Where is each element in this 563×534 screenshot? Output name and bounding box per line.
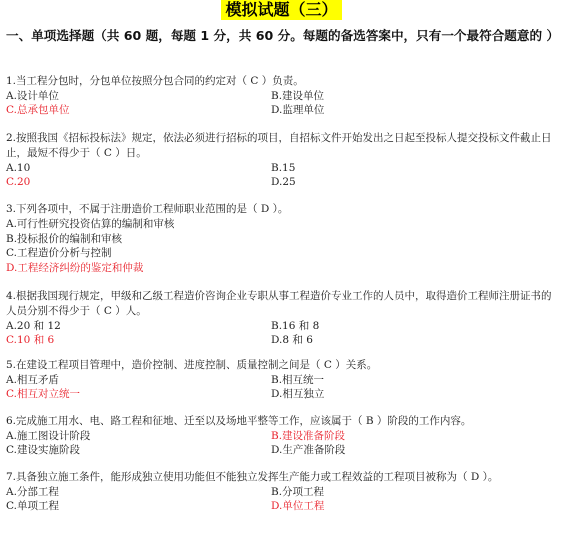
- question-stem: 7.具备独立施工条件，能形成独立使用功能但不能独立发挥生产能力或工程效益的工程项目被称为（ D ）。: [6, 471, 499, 483]
- question-3: [6, 202, 558, 275]
- question-6: [6, 414, 558, 457]
- option-c: C.单项工程: [6, 500, 59, 512]
- option-d: D.25: [271, 176, 296, 188]
- option-a: A.施工图设计阶段: [6, 430, 91, 442]
- option-b: B.分项工程: [271, 486, 325, 498]
- question-stem: 6.完成施工用水、电、路工程和征地、迁至以及场地平整等工作，应该属于（ B ）阶段的工作内容。: [6, 415, 472, 427]
- option-c: C.工程造价分析与控制: [6, 247, 112, 259]
- page-title: 模拟试题（三）: [221, 0, 341, 20]
- title-wrap: [0, 0, 563, 20]
- section-heading: 一、单项选择题（共 60 题，每题 1 分，共 60 分。每题的备选答案中，只有一个最符合题意的 ）: [6, 28, 560, 43]
- question-stem: 5.在建设工程项目管理中，造价控制、进度控制、质量控制之间是（ C ）关系。: [6, 359, 378, 371]
- option-a: A.分部工程: [6, 486, 59, 498]
- question-stem: 2.按照我国《招标投标法》规定，依法必须进行招标的项目，自招标文件开始发出之日起至投标人提交投标文件截止日止，最短不得少于（ C ）日。: [6, 132, 552, 159]
- option-b-correct: B.建设准备阶段: [271, 430, 346, 442]
- option-a: A.20 和 12: [6, 320, 61, 332]
- option-a: A.相互矛盾: [6, 374, 59, 386]
- option-b: B.16 和 8: [271, 320, 320, 332]
- option-a: A.可行性研究投资估算的编制和审核: [6, 218, 175, 230]
- option-d: D.监理单位: [271, 104, 325, 116]
- option-c: C.建设实施阶段: [6, 444, 80, 456]
- option-d: D.生产准备阶段: [271, 444, 346, 456]
- option-b: B.建设单位: [271, 90, 325, 102]
- question-2: [6, 131, 558, 189]
- option-b: B.相互统一: [271, 374, 325, 386]
- option-c-correct: C.相互对立统一: [6, 388, 80, 400]
- option-d: D.相互独立: [271, 388, 325, 400]
- option-c-correct: C.10 和 6: [6, 334, 55, 346]
- option-c-correct: C.总承包单位: [6, 104, 70, 116]
- question-stem: 3.下列各项中，不属于注册造价工程师职业范围的是（ D ）。: [6, 203, 289, 215]
- option-b: B.15: [271, 162, 296, 174]
- option-d-correct: D.单位工程: [271, 500, 325, 512]
- question-4: [6, 289, 558, 347]
- question-7: [6, 470, 558, 513]
- question-1: [6, 74, 558, 117]
- option-d: D.8 和 6: [271, 334, 313, 346]
- option-a: A.10: [6, 162, 31, 174]
- option-d-correct: D.工程经济纠纷的鉴定和仲裁: [6, 261, 144, 274]
- question-stem: 1.当工程分包时，分包单位按照分包合同的约定对（ C ）负责。: [6, 75, 304, 87]
- question-5: [6, 358, 558, 401]
- option-b: B.投标报价的编制和审核: [6, 232, 123, 245]
- question-stem: 4.根据我国现行规定，甲级和乙级工程造价咨询企业专职从事工程造价专业工作的人员中，取得造价工程师注册证书的人员分别不得少于（ C ）人。: [6, 290, 552, 317]
- option-a: A.设计单位: [6, 90, 59, 102]
- option-c-correct: C.20: [6, 176, 31, 188]
